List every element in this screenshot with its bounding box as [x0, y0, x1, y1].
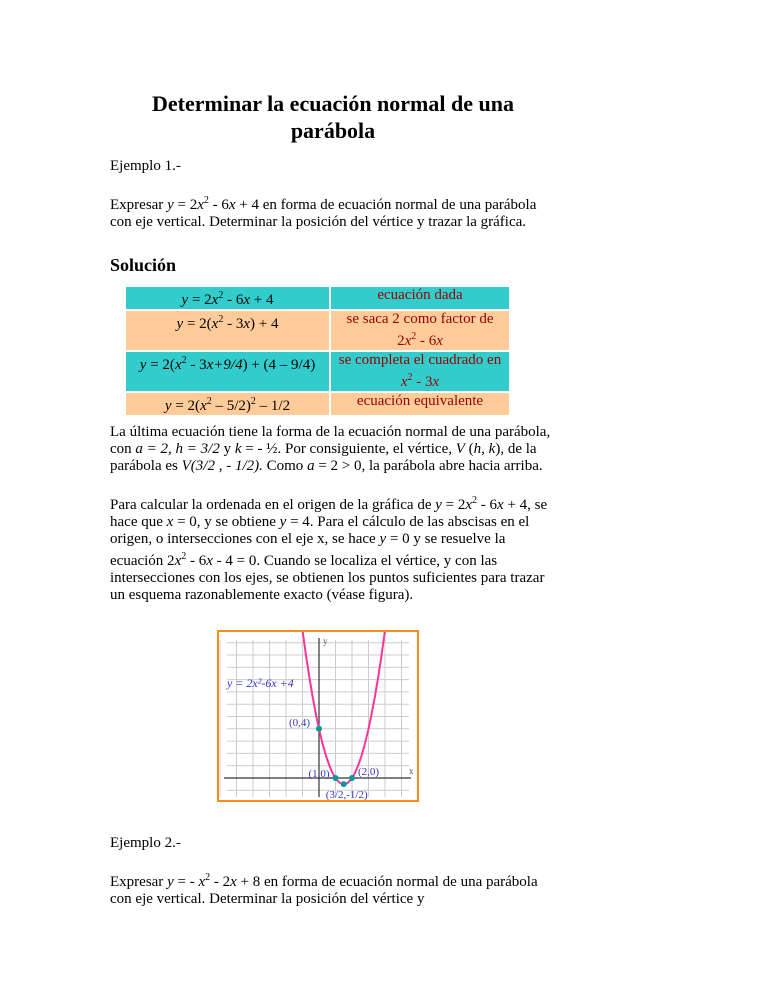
x-axis-label: x: [409, 766, 414, 776]
text-run: = 2(: [146, 357, 175, 373]
equation-cell: [126, 352, 329, 391]
text-run: y: [219, 441, 235, 457]
text-run: 2: [181, 355, 187, 366]
text-run: 2: [218, 314, 224, 325]
point-label: (0,4): [289, 716, 311, 729]
text-run: = -: [173, 874, 199, 890]
text-run: x: [174, 357, 182, 373]
point-marker: [341, 781, 347, 787]
point-label: (2,0): [358, 766, 380, 778]
parabola-graph: [217, 630, 419, 802]
text-run: - 6: [208, 197, 229, 213]
note-text: ecuación equivalente: [356, 393, 484, 409]
solution-table: [124, 285, 511, 417]
paragraph-vertex: [110, 424, 560, 475]
text-run: – 1/2: [255, 398, 291, 414]
note-text: se saca 2 como factor de: [346, 311, 494, 327]
text-run: = 2(: [183, 316, 212, 332]
point-label: (3/2,-1/2): [325, 789, 368, 800]
text-run: x: [200, 398, 207, 414]
note-cell: [331, 352, 509, 391]
text-run: y: [164, 398, 172, 414]
note-expression: [335, 369, 505, 391]
text-run: + 4: [250, 292, 274, 308]
text-run: x: [465, 497, 473, 513]
note-expression: [335, 328, 505, 350]
text-run: x: [243, 316, 250, 332]
equation-cell: [126, 311, 329, 350]
note-text: ecuación dada: [377, 287, 463, 303]
point-marker: [316, 726, 322, 732]
text-run: = 0, y se obtiene: [173, 514, 280, 530]
text-run: + 8 en forma de ecuación normal de una parábola con eje vertical. Determinar la posición del vértice y: [110, 874, 538, 907]
text-run: x: [436, 333, 443, 349]
text-run: 2: [397, 333, 405, 349]
equation-label: y = 2x²-6x +4: [227, 676, 294, 690]
table-row: [126, 352, 509, 391]
text-run: - 6: [477, 497, 498, 513]
text-run: x: [228, 197, 236, 213]
text-run: x: [400, 374, 408, 390]
text-run: - 3: [223, 316, 244, 332]
text-run: y: [181, 292, 189, 308]
page-title: Determinar la ecuación normal de una parábola: [152, 91, 514, 143]
text-run: ) + (4 – 9/4): [242, 357, 316, 373]
text-run: x: [404, 333, 412, 349]
text-run: k: [234, 441, 242, 457]
equation-cell: [126, 287, 329, 309]
text-run: - 3: [412, 374, 433, 390]
table-row: [126, 393, 509, 415]
text-run: 2: [205, 872, 211, 883]
text-run: x: [497, 497, 504, 513]
text-run: y: [139, 357, 147, 373]
text-run: + 4 en forma de ecuación normal de una parábola con eje vertical. Determinar la posición del vértice y trazar la gráfica.: [110, 197, 537, 230]
text-run: = 0 y se resuelve la ecuación 2: [110, 531, 506, 569]
text-run: x: [198, 874, 206, 890]
text-run: x: [243, 292, 250, 308]
text-run: + 4, se hace que: [110, 497, 548, 530]
text-run: x: [206, 553, 213, 569]
note-cell: [331, 311, 509, 350]
y-axis-label: y: [323, 636, 328, 646]
text-run: - 4 = 0. Cuando se localiza el vértice, y con las intersecciones con los ejes, se obtienen los puntos suficientes para trazar un esquema razonablemente exacto (véase figura).: [110, 553, 545, 603]
text-run: h, k: [473, 441, 496, 457]
text-run: Expresar: [110, 197, 168, 213]
text-run: 2: [250, 396, 256, 407]
point-marker: [333, 775, 339, 781]
text-run: = 4. Para el cálculo de las abscisas en el origen, o intersecciones con el eje x, se hace: [110, 514, 530, 547]
text-run: = 2(: [171, 398, 201, 414]
table-row: [126, 287, 509, 309]
text-run: La última ecuación tiene la forma de la ecuación normal de una parábola, con: [110, 424, 551, 457]
text-run: x: [211, 292, 219, 308]
text-run: – 5/2): [211, 398, 251, 414]
text-run: a = 2, h = 3/2: [135, 441, 220, 457]
text-run: y: [379, 531, 387, 547]
text-run: V(3/2 , - 1/2).: [181, 458, 263, 474]
point-label: (1,0): [308, 768, 330, 780]
text-run: = - ½. Por consiguiente, el vértice,: [241, 441, 456, 457]
text-run: - 6: [416, 333, 437, 349]
text-run: = 2: [441, 497, 466, 513]
text-run: y: [167, 874, 174, 890]
text-run: x: [166, 514, 174, 530]
solution-heading: Solución: [110, 255, 177, 275]
text-run: 2: [407, 372, 413, 383]
example-1-text: [110, 192, 560, 231]
text-run: (: [464, 441, 474, 457]
text-run: 2: [472, 495, 478, 506]
point-marker: [349, 775, 355, 781]
text-run: x: [432, 374, 440, 390]
example-2-text: [110, 869, 560, 908]
text-run: = 2 > 0, la parábola abre hacia arriba.: [314, 458, 543, 474]
text-run: Como: [262, 458, 308, 474]
text-run: y: [435, 497, 442, 513]
text-run: - 6: [186, 553, 207, 569]
text-run: - 3: [186, 357, 207, 373]
example-1-label: Ejemplo 1.-: [110, 158, 181, 174]
text-run: = 2: [188, 292, 212, 308]
text-run: 2: [218, 290, 224, 301]
text-run: y: [176, 316, 184, 332]
note-cell: [331, 393, 509, 415]
example-2-label: Ejemplo 2.-: [110, 835, 181, 851]
text-run: Expresar: [110, 874, 168, 890]
text-run: x: [211, 316, 219, 332]
text-run: 2: [203, 195, 209, 206]
text-run: x: [230, 874, 237, 890]
graph-svg: [219, 632, 417, 800]
text-run: x: [197, 197, 204, 213]
text-run: V: [455, 441, 465, 457]
text-run: x: [206, 357, 214, 373]
text-run: = 2: [173, 197, 198, 213]
text-run: Para calcular la ordenada en el origen de la gráfica de: [110, 497, 436, 513]
text-run: x: [174, 553, 182, 569]
equation-cell: [126, 393, 329, 415]
text-run: - 2: [210, 874, 231, 890]
text-run: 2: [206, 396, 212, 407]
text-run: 2: [181, 551, 187, 562]
text-run: y: [167, 197, 174, 213]
text-run: ) + 4: [250, 316, 279, 332]
table-row: [126, 311, 509, 350]
note-cell: [331, 287, 509, 309]
text-run: ), de la parábola es: [110, 441, 537, 474]
text-run: +9/4: [213, 357, 243, 373]
paragraph-intercepts: [110, 492, 560, 604]
text-run: y: [279, 514, 287, 530]
text-run: a: [307, 458, 315, 474]
text-run: 2: [411, 331, 417, 342]
text-run: - 6: [223, 292, 244, 308]
note-text: se completa el cuadrado en: [338, 352, 502, 368]
